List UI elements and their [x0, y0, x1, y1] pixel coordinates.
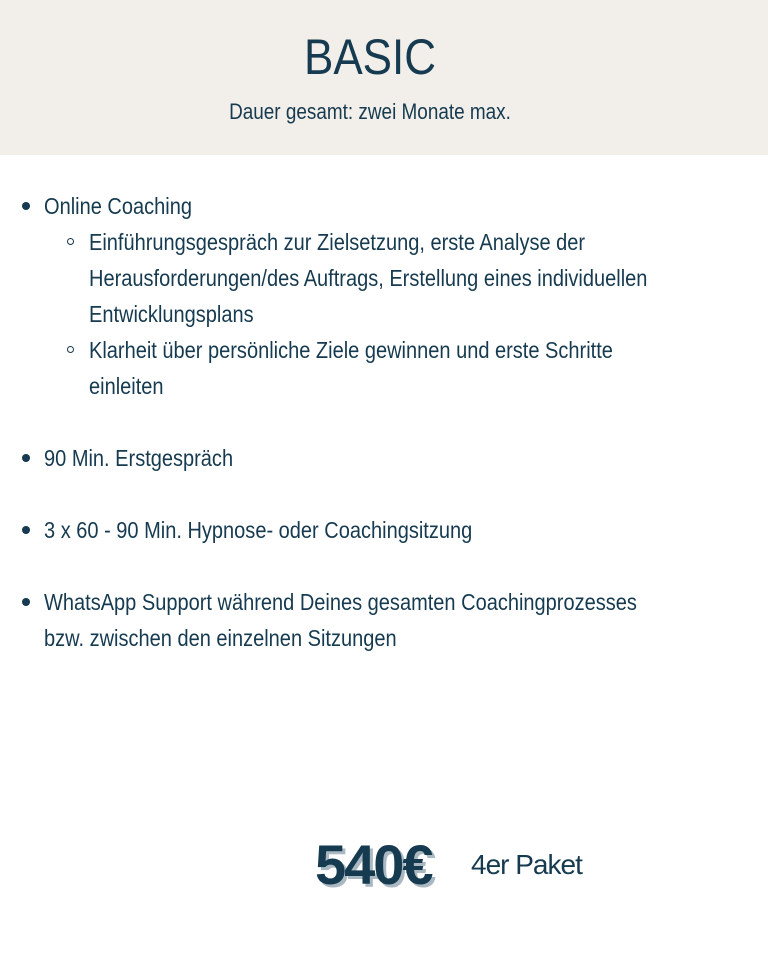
sub-list [44, 224, 740, 404]
feature-list [0, 188, 768, 656]
list-item-first-session [0, 440, 740, 476]
bullet-disc-icon [22, 598, 30, 606]
bullet-disc-icon [22, 454, 30, 462]
header-banner [0, 0, 768, 155]
list-item-line: bzw. zwischen den einzelnen Sitzungen [44, 625, 397, 651]
page-title: BASIC [303, 29, 437, 85]
price-row [315, 832, 615, 902]
list-item-label: 3 x 60 - 90 Min. Hypnose- oder Coachingsitzung [44, 517, 473, 543]
bullet-disc-icon [22, 202, 30, 210]
duration-subtitle: Dauer gesamt: zwei Monate max. [229, 99, 511, 124]
sub-list-item-line: Herausforderungen/des Auftrags, Erstellung eines individuellen [89, 265, 648, 291]
list-item-online-coaching [0, 188, 740, 404]
feature-list-section [0, 188, 768, 708]
sub-list-item-line: einleiten [89, 373, 164, 399]
price-amount: 540€ [315, 833, 432, 896]
package-label: 4er Paket [471, 849, 582, 880]
bullet-circle-icon [67, 346, 74, 353]
sub-list-item-line: Entwicklungsplans [89, 301, 254, 327]
list-item-line: WhatsApp Support während Deines gesamten Coachingprozesses [44, 589, 637, 615]
list-item-label: 90 Min. Erstgespräch [44, 445, 234, 471]
sub-list-item-line: Einführungsgespräch zur Zielsetzung, erste Analyse der [89, 229, 586, 255]
list-item-whatsapp-support [0, 584, 740, 656]
bullet-circle-icon [67, 238, 74, 245]
list-item-label: Online Coaching [44, 193, 192, 219]
sub-list-item-line: Klarheit über persönliche Ziele gewinnen und erste Schritte [89, 337, 613, 363]
list-item-sessions [0, 512, 740, 548]
sub-list-item-intro-session [44, 224, 740, 332]
bullet-disc-icon [22, 526, 30, 534]
sub-list-item-clarity [44, 332, 740, 404]
